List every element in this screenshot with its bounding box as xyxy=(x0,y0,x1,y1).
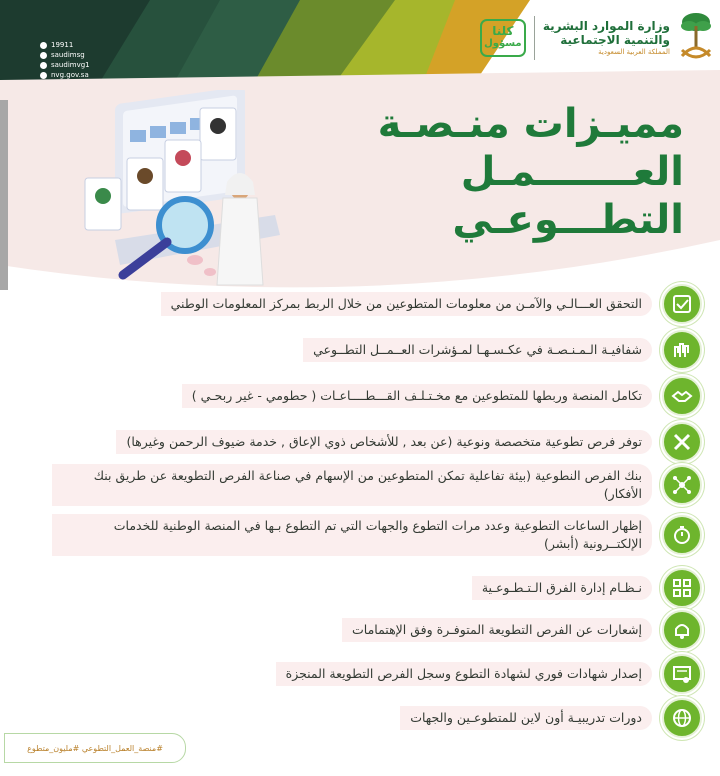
globe-icon xyxy=(662,698,702,738)
feature-item xyxy=(52,514,702,556)
feature-text: إشعارات عن الفرص التطويعة المتوفـرة وفق الإهتمامات xyxy=(342,618,652,642)
ministry-line3: المملكة العربية السعودية xyxy=(598,48,670,56)
title-line1: مميـزات منـصـة xyxy=(377,101,684,147)
feature-text: تكامل المنصة وربطها للمتطوعين مع مخـتـلـف القـــطــــاعـات ( حطومي - غير ربحـي ) xyxy=(182,384,652,408)
feature-item xyxy=(472,568,702,608)
contact-phone-text: 19911 xyxy=(51,41,74,49)
bell-icon xyxy=(662,610,702,650)
hashtag-footer xyxy=(4,733,186,763)
ministry-line1: وزارة الموارد البشرية xyxy=(542,19,670,33)
slogan-line2: مسؤول xyxy=(484,38,522,49)
feature-item xyxy=(400,698,702,738)
feature-item xyxy=(182,376,702,416)
feature-text: نـظـام إدارة الفرق الـتـطـوعـية xyxy=(472,576,652,600)
feature-item xyxy=(116,422,702,462)
hands-icon xyxy=(662,330,702,370)
feature-text: شفافيـة الـمـنـصـة في عكـسـهـا لمـؤشرات العــمــل التطــوعي xyxy=(303,338,652,362)
feature-text: إظهار الساعات التطوعية وعدد مرات التطوع والجهات التي تم التطوع بـها في المنصة الوطنية للخدمات الإلكتــرونية (أبشر) xyxy=(52,514,652,556)
page-title xyxy=(378,100,684,244)
certificate-icon xyxy=(662,654,702,694)
contact-twitter-text: saudimsg xyxy=(51,51,85,59)
twitter-icon xyxy=(40,52,47,59)
hero-section xyxy=(0,90,720,290)
handshake-icon xyxy=(662,376,702,416)
brand-divider xyxy=(534,16,535,60)
feature-item xyxy=(161,284,702,324)
volunteer-illustration xyxy=(75,90,285,290)
instagram-icon xyxy=(40,62,47,69)
hashtags[interactable]: #منصة_العمل_التطوعي #مليون_متطوع xyxy=(27,743,163,753)
brand-block xyxy=(480,10,714,66)
header-band xyxy=(0,0,720,90)
slogan-badge xyxy=(480,19,526,57)
feature-text: دورات تدريبيـة أون لاين للمتطوعـين والجهات xyxy=(400,706,652,730)
contact-website-text: nvg.gov.sa xyxy=(51,71,89,79)
contact-twitter[interactable] xyxy=(40,50,90,60)
ministry-line2: والتنمية الاجتماعية xyxy=(560,33,670,47)
feature-item xyxy=(276,654,702,694)
feature-item xyxy=(303,330,702,370)
network-icon xyxy=(662,465,702,505)
palm-swords-emblem-icon xyxy=(678,10,714,66)
web-icon xyxy=(40,72,47,79)
contact-phone[interactable] xyxy=(40,40,90,50)
contact-instagram-text: saudimvg1 xyxy=(51,61,90,69)
feature-text: توفر فرص تطوعية متخصصة ونوعية (عن بعد , للأشخاص ذوي الإعاق , خدمة ضيوف الرحمن وغيرها) xyxy=(116,430,652,454)
hero-side-bar xyxy=(0,100,8,290)
feature-text: بنك الفرص النطوعية (بيئة تفاعلية تمكن المتطوعين من الإسهام في صناعة الفرص التطويعة عن طريق بنك الأفكار) xyxy=(52,464,652,506)
contact-website[interactable] xyxy=(40,70,90,80)
title-line3: التطـــوعـي xyxy=(452,197,684,243)
slogan-line1: كلنا xyxy=(492,24,514,38)
phone-icon xyxy=(40,42,47,49)
contact-instagram[interactable] xyxy=(40,60,90,70)
ministry-name xyxy=(543,19,670,57)
tools-icon xyxy=(662,422,702,462)
team-icon xyxy=(662,568,702,608)
feature-item xyxy=(342,610,702,650)
feature-text: إصدار شهادات فوري لشهادة التطوع وسجل الفرص التطويعة المنجزة xyxy=(276,662,652,686)
title-line2: العـــــــمـل xyxy=(460,149,684,195)
feature-item xyxy=(52,464,702,506)
contact-list xyxy=(40,40,90,80)
verify-icon xyxy=(662,284,702,324)
feature-text: التحقق العـــالـي والآمـن من معلومات المتطوعين من خلال الربط بمركز المعلومات الوطني xyxy=(161,292,652,316)
stopwatch-icon xyxy=(662,515,702,555)
